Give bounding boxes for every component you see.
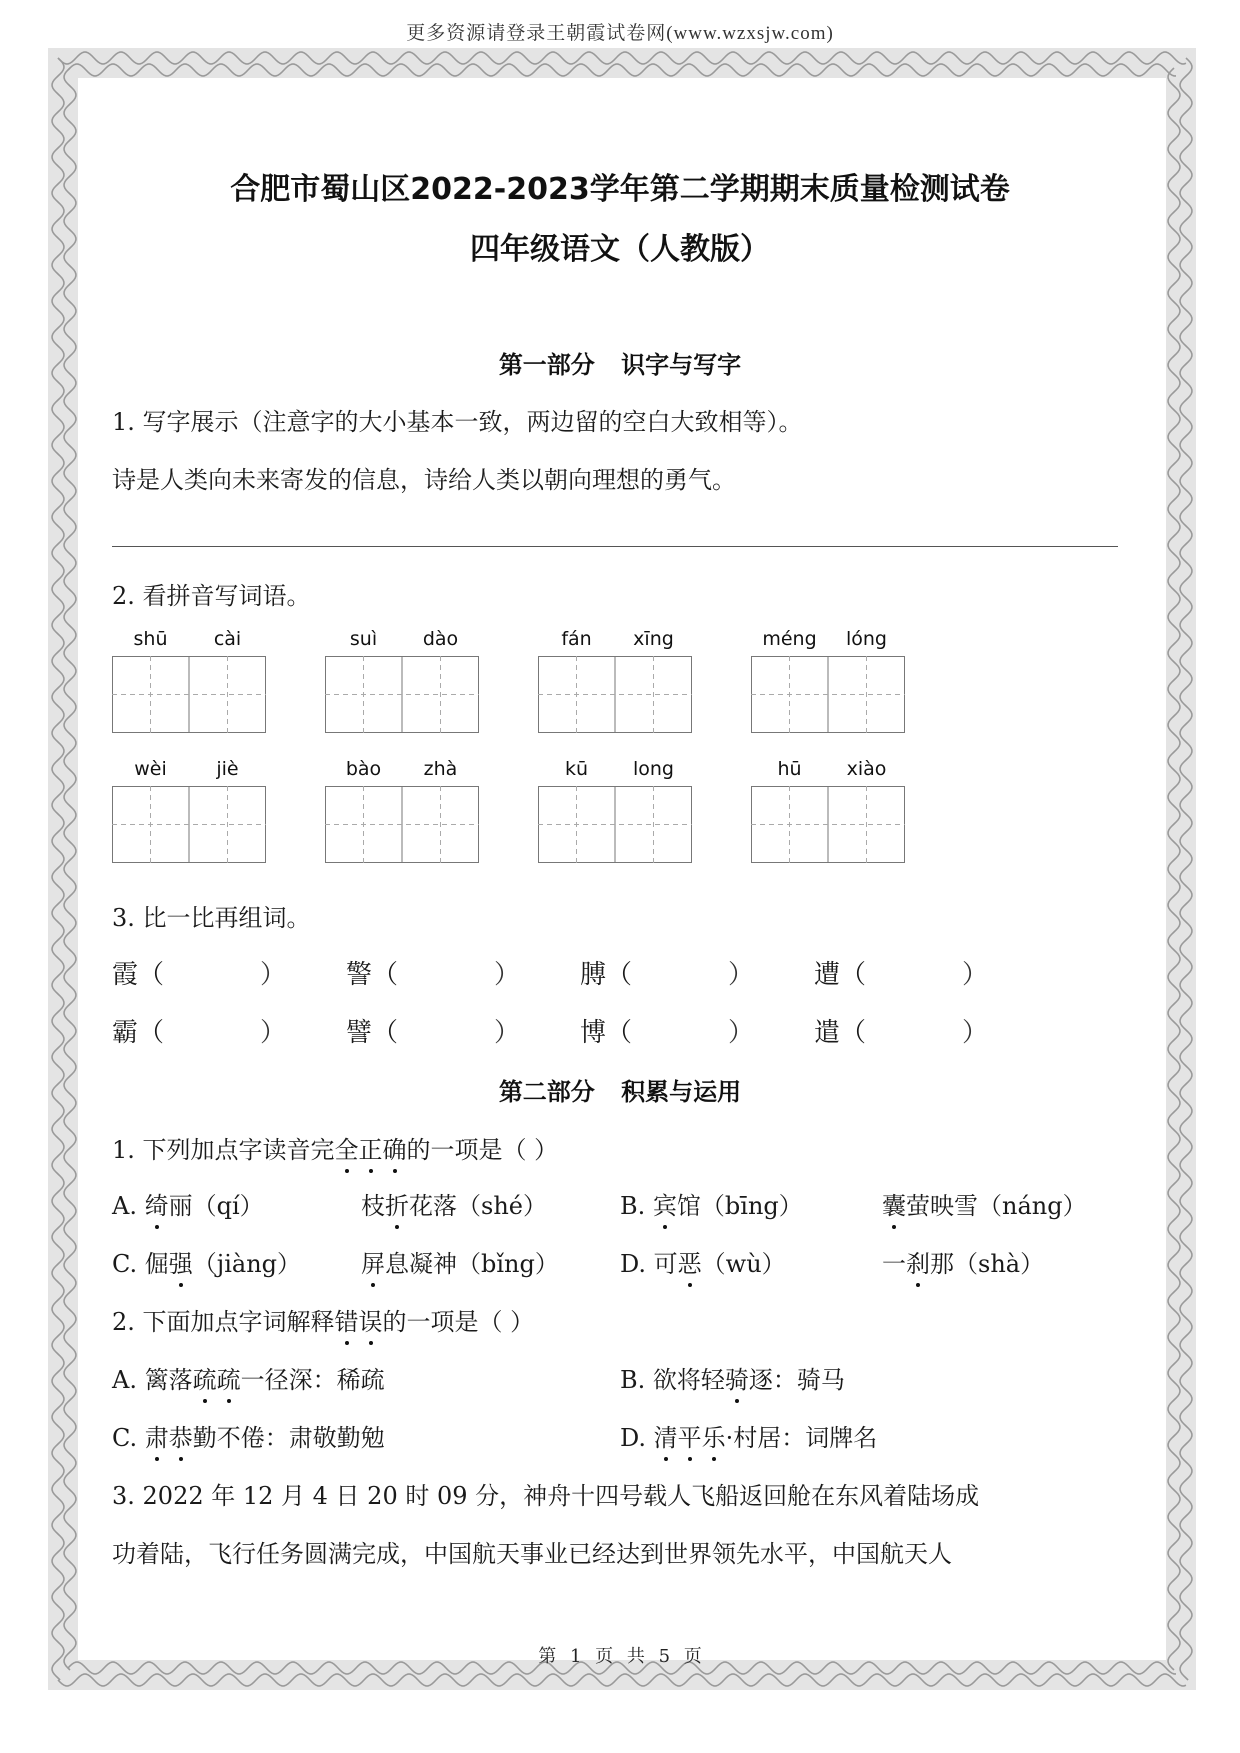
part2-q3-line-2: 功着陆，飞行任务圆满完成，中国航天事业已经达到世界领先水平，中国航天人: [112, 1540, 952, 1568]
compare-char: 警（: [346, 960, 399, 990]
compare-close: ）: [962, 1018, 989, 1048]
pinyin: suì: [349, 628, 378, 650]
tian-grid[interactable]: [112, 786, 266, 863]
compare-close: ）: [494, 1018, 521, 1048]
pinyin-word: [112, 628, 266, 738]
pinyin: méng: [762, 628, 817, 650]
tian-grid[interactable]: [751, 786, 905, 863]
pinyin: jiè: [216, 758, 239, 780]
part2-q1-option-d-2: 一刹那（shà）: [882, 1244, 1044, 1279]
compare-char: 霸（: [112, 1018, 165, 1048]
part2-q3-line-1: 3. 2022 年 12 月 4 日 20 时 09 分，神舟十四号载人飞船返回舱在东风着陆场成: [112, 1482, 980, 1510]
part2-q2-option-c[interactable]: C. 肃恭勤不倦：肃敬勤勉: [112, 1418, 385, 1453]
pinyin-word: [325, 628, 479, 738]
compare-close: ）: [728, 960, 755, 990]
compare-item[interactable]: [112, 1012, 164, 1049]
tian-grid[interactable]: [751, 656, 905, 733]
compare-item[interactable]: [814, 954, 866, 991]
compare-item[interactable]: [346, 1012, 398, 1049]
pinyin-word: [538, 758, 692, 868]
tian-grid[interactable]: [538, 656, 692, 733]
part2-q1-option-c-1[interactable]: C. 倔强（jiàng）: [112, 1244, 301, 1279]
pinyin-word: [751, 628, 905, 738]
pinyin: dào: [422, 628, 459, 650]
part2-q2-option-b[interactable]: B. 欲将轻骑逐：骑马: [620, 1360, 845, 1395]
pinyin: cài: [213, 628, 242, 650]
pinyin-word: [112, 758, 266, 868]
pinyin: hū: [777, 758, 802, 780]
pinyin-row-1: [112, 628, 1128, 738]
exam-title: 合肥市蜀山区2022-2023学年第二学期期末质量检测试卷: [230, 172, 1010, 207]
part2-q1-prompt: 1. 下列加点字读音完全正确的一项是（ ）: [112, 1130, 558, 1165]
part2-q1-option-c-2: 屏息凝神（bǐng）: [361, 1244, 559, 1279]
pinyin: kū: [564, 758, 589, 780]
part1-heading: 第一部分 识字与写字: [498, 351, 742, 379]
compare-char: 譬（: [346, 1018, 399, 1048]
site-watermark: 更多资源请登录王朝霞试卷网(www.wzxsjw.com): [406, 23, 834, 44]
compare-char: 霞（: [112, 960, 165, 990]
writing-answer-line[interactable]: [112, 546, 1118, 547]
part1-q1-text: 诗是人类向未来寄发的信息，诗给人类以朝向理想的勇气。: [112, 466, 736, 494]
tian-grid[interactable]: [325, 656, 479, 733]
page-number: 第 1 页 共 5 页: [538, 1646, 702, 1667]
compare-char: 遭（: [814, 960, 867, 990]
pinyin-word: [325, 758, 479, 868]
pinyin: zhà: [423, 758, 458, 780]
part2-q2-prompt: 2. 下面加点字词解释错误的一项是（ ）: [112, 1302, 534, 1337]
pinyin: wèi: [134, 758, 167, 780]
part2-q2-option-a[interactable]: A. 篱落疏疏一径深：稀疏: [112, 1360, 385, 1395]
pinyin-word: [751, 758, 905, 868]
compare-item[interactable]: [580, 1012, 632, 1049]
part2-q1-option-d-1[interactable]: D. 可恶（wù）: [620, 1244, 786, 1279]
compare-close: ）: [962, 960, 989, 990]
part1-q2-prompt: 2. 看拼音写词语。: [112, 582, 311, 610]
compare-item[interactable]: [112, 954, 164, 991]
exam-page: [112, 150, 1128, 1640]
tian-grid[interactable]: [325, 786, 479, 863]
part1-q1-prompt: 1. 写字展示（注意字的大小基本一致，两边留的空白大致相等）。: [112, 408, 803, 436]
pinyin-word: [538, 628, 692, 738]
compare-char: 遣（: [814, 1018, 867, 1048]
compare-char: 膊（: [580, 960, 633, 990]
pinyin: lóng: [845, 628, 887, 650]
compare-close: ）: [494, 960, 521, 990]
tian-grid[interactable]: [112, 656, 266, 733]
part2-q2-option-d[interactable]: D. 清平乐·村居：词牌名: [620, 1418, 877, 1453]
part2-q1-option-b-2: 囊萤映雪（náng）: [882, 1186, 1087, 1221]
part2-q1-option-b-1[interactable]: B. 宾馆（bīng）: [620, 1186, 803, 1221]
pinyin: xīng: [633, 628, 674, 650]
pinyin: long: [632, 758, 674, 780]
compare-close: ）: [728, 1018, 755, 1048]
pinyin-row-2: [112, 758, 1128, 868]
part2-q1-option-a-2: 枝折花落（shé）: [361, 1186, 547, 1221]
pinyin: xiào: [846, 758, 887, 780]
compare-item[interactable]: [580, 954, 632, 991]
pinyin: shū: [133, 628, 168, 650]
exam-subtitle: 四年级语文（人教版）: [470, 232, 770, 267]
part2-heading: 第二部分 积累与运用: [498, 1078, 742, 1106]
pinyin: bào: [345, 758, 382, 780]
compare-close: ）: [260, 1018, 287, 1048]
part2-q1-option-a-1[interactable]: A. 绮丽（qí）: [112, 1186, 264, 1221]
compare-item[interactable]: [346, 954, 398, 991]
part1-q3-prompt: 3. 比一比再组词。: [112, 904, 311, 932]
pinyin: fán: [561, 628, 592, 650]
compare-close: ）: [260, 960, 287, 990]
compare-item[interactable]: [814, 1012, 866, 1049]
compare-char: 博（: [580, 1018, 633, 1048]
tian-grid[interactable]: [538, 786, 692, 863]
